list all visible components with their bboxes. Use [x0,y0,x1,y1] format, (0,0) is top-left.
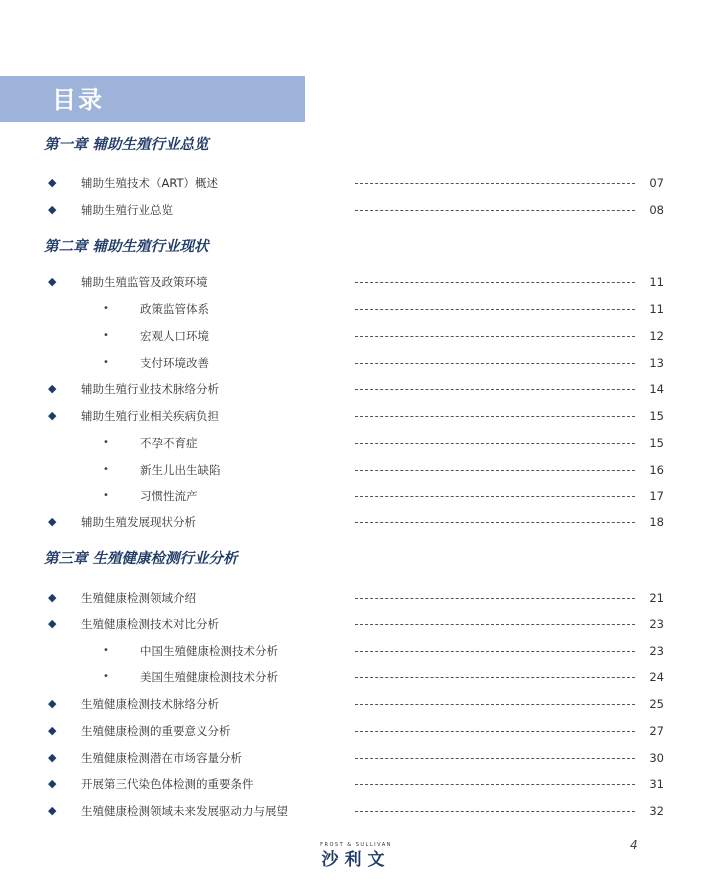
toc-entry-page: 30 [649,751,664,765]
dot-leader [355,363,635,364]
dot-bullet-icon: • [103,671,109,682]
dot-leader [355,598,635,599]
dot-leader [355,496,635,497]
toc-subentry[interactable] [0,434,710,452]
toc-entry-label: 生殖健康检测的重要意义分析 [81,724,231,738]
toc-entry-label: 辅助生殖行业技术脉络分析 [81,382,219,396]
diamond-bullet-icon: ◆ [48,804,57,817]
toc-entry[interactable] [0,749,710,767]
dot-leader [355,389,635,390]
toc-subentry[interactable] [0,461,710,479]
footer-logo-name: 沙利文 [321,850,391,870]
dot-leader [355,309,635,310]
dot-leader [355,624,635,625]
dot-leader [355,677,635,678]
toc-entry-label: 生殖健康检测领域介绍 [81,591,196,605]
toc-entry-page: 23 [649,644,664,658]
toc-entry-page: 21 [649,591,664,605]
dot-leader [355,784,635,785]
toc-entry-page: 31 [649,777,664,791]
toc-entry-label: 政策监管体系 [140,302,209,316]
toc-entry-label: 辅助生殖行业相关疾病负担 [81,409,219,423]
dot-leader [355,731,635,732]
toc-entry-page: 18 [649,515,664,529]
toc-entry[interactable] [0,407,710,425]
toc-entry-label: 辅助生殖监管及政策环境 [81,275,208,289]
diamond-bullet-icon: ◆ [48,697,57,710]
toc-entry-label: 生殖健康检测技术对比分析 [81,617,219,631]
diamond-bullet-icon: ◆ [48,203,57,216]
toc-entry-page: 16 [649,463,664,477]
diamond-bullet-icon: ◆ [48,617,57,630]
toc-entry-label: 不孕不育症 [140,436,198,450]
toc-title: 目录 [52,86,104,114]
toc-entry-label: 中国生殖健康检测技术分析 [140,644,278,658]
diamond-bullet-icon: ◆ [48,275,57,288]
dot-leader [355,522,635,523]
toc-entry[interactable] [0,775,710,793]
toc-entry-page: 12 [649,329,664,343]
diamond-bullet-icon: ◆ [48,409,57,422]
dot-leader [355,416,635,417]
toc-entry[interactable] [0,722,710,740]
toc-entry-page: 32 [649,804,664,818]
diamond-bullet-icon: ◆ [48,751,57,764]
diamond-bullet-icon: ◆ [48,382,57,395]
toc-entry-page: 27 [649,724,664,738]
toc-entry-label: 支付环境改善 [140,356,209,370]
toc-entry-page: 08 [649,203,664,217]
toc-entry-label: 辅助生殖技术（ART）概述 [81,176,219,190]
toc-entry-page: 14 [649,382,664,396]
toc-entry-label: 生殖健康检测领域未来发展驱动力与展望 [81,804,288,818]
toc-entry-page: 13 [649,356,664,370]
toc-subentry[interactable] [0,354,710,372]
toc-entry-label: 习惯性流产 [140,489,198,503]
diamond-bullet-icon: ◆ [48,176,57,189]
toc-entry[interactable] [0,273,710,291]
dot-leader [355,282,635,283]
toc-entry-page: 11 [649,275,664,289]
dot-leader [355,183,635,184]
toc-entry[interactable] [0,589,710,607]
dot-leader [355,704,635,705]
footer-logo-subtitle: FROST & SULLIVAN [320,842,392,848]
chapter-1-title: 第一章 辅助生殖行业总览 [44,137,209,153]
toc-entry-label: 新生儿出生缺陷 [140,463,221,477]
toc-entry[interactable] [0,615,710,633]
dot-leader [355,758,635,759]
chapter-3-title: 第三章 生殖健康检测行业分析 [44,551,238,567]
dot-bullet-icon: • [103,437,109,448]
toc-entry-page: 07 [649,176,664,190]
dot-bullet-icon: • [103,490,109,501]
toc-entry-label: 开展第三代染色体检测的重要条件 [81,777,254,791]
dot-bullet-icon: • [103,330,109,341]
toc-entry-label: 生殖健康检测技术脉络分析 [81,697,219,711]
toc-subentry[interactable] [0,300,710,318]
toc-subentry[interactable] [0,642,710,660]
toc-entry-page: 25 [649,697,664,711]
chapter-2-title: 第二章 辅助生殖行业现状 [44,239,209,255]
dot-leader [355,336,635,337]
toc-entry-page: 17 [649,489,664,503]
toc-entry[interactable] [0,802,710,820]
dot-bullet-icon: • [103,357,109,368]
dot-leader [355,811,635,812]
dot-bullet-icon: • [103,464,109,475]
toc-entry-label: 辅助生殖行业总览 [81,203,173,217]
dot-leader [355,210,635,211]
toc-entry-page: 15 [649,409,664,423]
toc-entry[interactable] [0,513,710,531]
toc-entry-page: 23 [649,617,664,631]
dot-bullet-icon: • [103,303,109,314]
diamond-bullet-icon: ◆ [48,515,57,528]
toc-entry-page: 15 [649,436,664,450]
dot-leader [355,470,635,471]
page-number: 4 [630,838,638,852]
diamond-bullet-icon: ◆ [48,777,57,790]
footer-logo [308,842,404,871]
toc-entry[interactable] [0,201,710,219]
toc-title-bar [0,76,305,122]
toc-entry[interactable] [0,174,710,192]
toc-entry[interactable] [0,380,710,398]
toc-entry-label: 辅助生殖发展现状分析 [81,515,196,529]
dot-leader [355,443,635,444]
toc-subentry[interactable] [0,487,710,505]
dot-bullet-icon: • [103,645,109,656]
toc-entry-label: 宏观人口环境 [140,329,209,343]
toc-entry-label: 美国生殖健康检测技术分析 [140,670,278,684]
toc-entry[interactable] [0,695,710,713]
diamond-bullet-icon: ◆ [48,591,57,604]
toc-subentry[interactable] [0,327,710,345]
dot-leader [355,651,635,652]
toc-entry-page: 11 [649,302,664,316]
toc-entry-page: 24 [649,670,664,684]
toc-entry-label: 生殖健康检测潜在市场容量分析 [81,751,242,765]
diamond-bullet-icon: ◆ [48,724,57,737]
toc-subentry[interactable] [0,668,710,686]
